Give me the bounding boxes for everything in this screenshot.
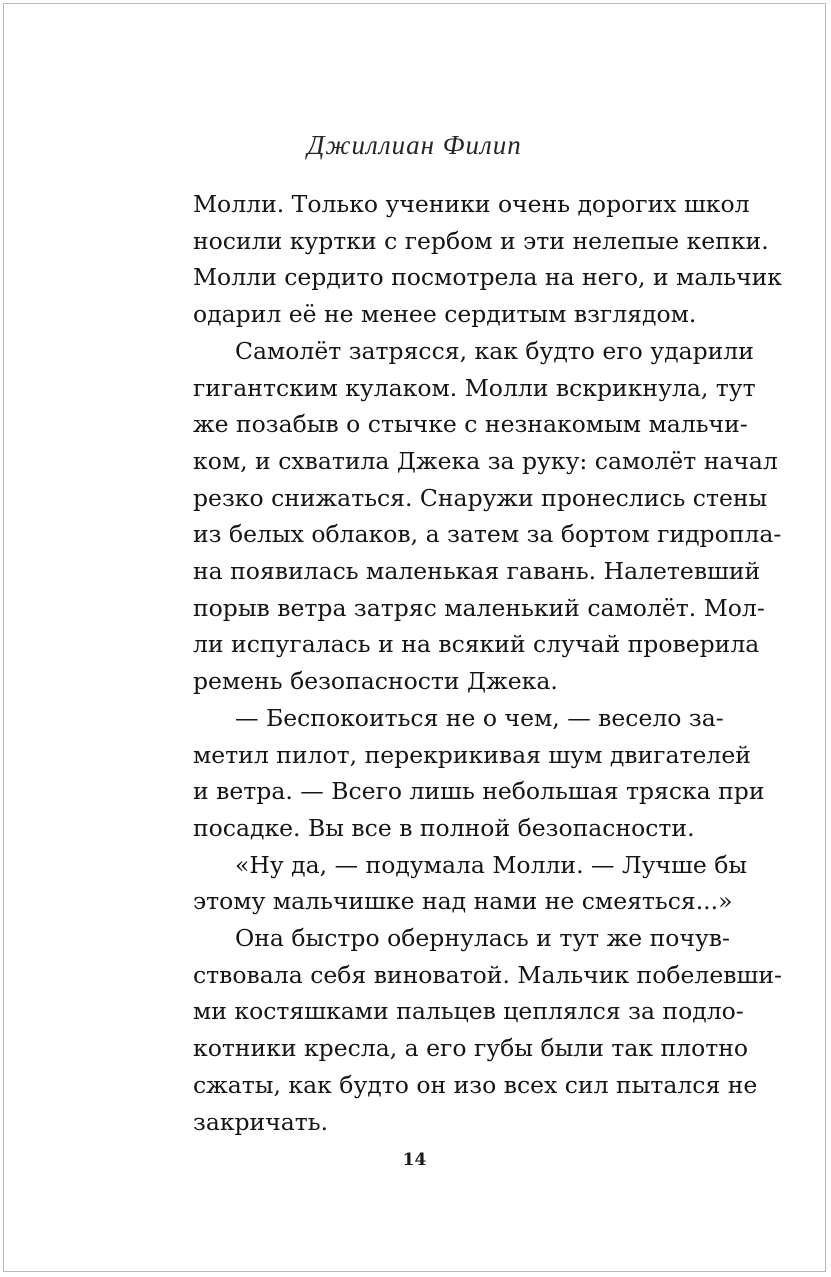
text-line: резко снижаться. Снаружи пронеслись стены: [193, 483, 768, 512]
text-line: и ветра. — Всего лишь небольшая тряска при: [193, 777, 765, 806]
text-line: Она быстро обернулась и тут же почув-: [235, 924, 730, 953]
text-line: же позабыв о стычке с незнакомым мальчи-: [193, 410, 748, 439]
text-line: носили куртки с гербом и эти нелепые кепки.: [193, 226, 769, 255]
text-line: котники кресла, а его губы были так плотно: [193, 1034, 749, 1063]
text-line: ли испугалась и на всякий случай проверила: [193, 630, 760, 659]
body-text: [193, 186, 782, 1140]
text-line: из белых облаков, а затем за бортом гидропла-: [193, 520, 782, 549]
text-line: Молли. Только ученики очень дорогих школ: [193, 190, 750, 218]
text-line: порыв ветра затряс маленький самолёт. Мол-: [193, 593, 765, 622]
text-line: одарил её не менее сердитым взглядом.: [193, 300, 697, 329]
text-line: Самолёт затрясся, как будто его ударили: [235, 336, 754, 365]
text-line: метил пилот, перекрикивая шум двигателей: [193, 740, 751, 769]
text-line: на появилась маленькая гавань. Налетевший: [193, 557, 761, 586]
text-line: — Беспокоиться не о чем, — весело за-: [235, 703, 724, 732]
page-number: 14: [402, 1150, 427, 1170]
text-line: сжаты, как будто он изо всех сил пытался не: [193, 1070, 758, 1099]
text-line: гигантским кулаком. Молли вскрикнула, тут: [193, 373, 756, 402]
text-line: ремень безопасности Джека.: [193, 667, 558, 696]
running-header: Джиллиан Филип: [307, 130, 522, 160]
text-line: ми костяшками пальцев цеплялся за подло-: [193, 997, 744, 1026]
text-line: закричать.: [193, 1107, 329, 1136]
text-line: этому мальчишке над нами не смеяться...»: [193, 887, 733, 916]
text-line: ствовала себя виноватой. Мальчик побелевши-: [193, 960, 782, 989]
book-page: [3, 3, 826, 1272]
text-line: ком, и схватила Джека за руку: самолёт начал: [193, 446, 778, 475]
text-line: посадке. Вы все в полной безопасности.: [193, 813, 695, 842]
text-line: Молли сердито посмотрела на него, и мальчик: [193, 263, 782, 292]
text-line: «Ну да, — подумала Молли. — Лучше бы: [235, 850, 748, 879]
